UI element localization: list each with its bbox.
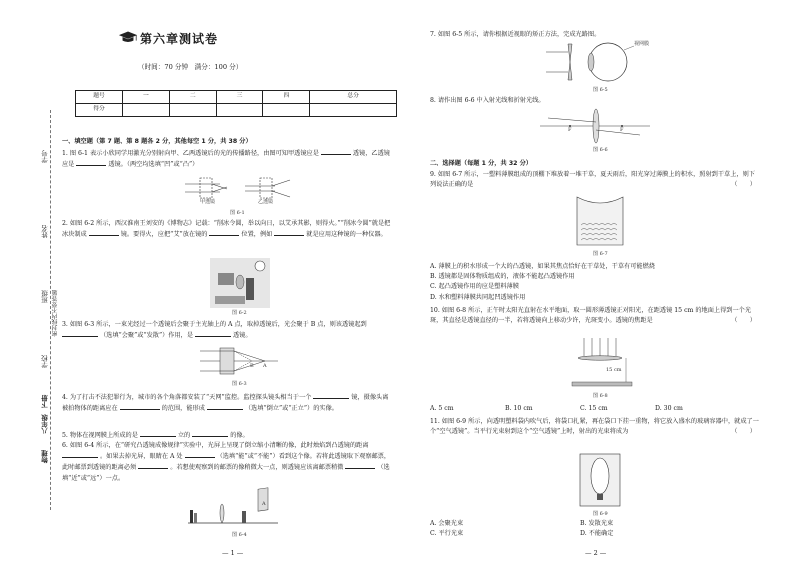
score-table-score-row (76, 104, 397, 117)
question-3 (62, 320, 392, 341)
q9-option-b[interactable]: B. 透镜都是固体物质组成的，液体不能起凸透镜作用 (430, 273, 575, 281)
score-table (75, 90, 397, 117)
q4-blank-1[interactable] (313, 392, 349, 399)
fig-6-6-caption: 图 6-6 (593, 147, 608, 153)
score-cell: 一 (123, 91, 170, 104)
q5-blank-2[interactable] (192, 430, 228, 437)
q1-text: 1. 图 6-1 表示小欣同学用激光分别射向甲、乙两透镜后的光的传播路径，由图可知甲透镜应是 (62, 150, 319, 157)
q3-blank-2[interactable] (195, 330, 231, 337)
q2-text: 2. 如图 6-2 所示，西汉淮南王刘安的《博物志》记载：“削冰令圆，举以向日，以艾承其影，则得火。”“削冰令圆”就是把冰块制成 (62, 220, 391, 239)
q9-option-d[interactable]: D. 水和塑料薄膜共同起凹透镜作用 (430, 293, 526, 301)
q1-blank-1[interactable] (321, 148, 351, 155)
fig-6-8-caption: 图 6-8 (593, 393, 608, 399)
q10-answer-bracket[interactable]: （ ） (731, 317, 756, 325)
q11-option-b[interactable]: B. 发散光束 (580, 520, 614, 527)
score-input-cell[interactable] (216, 104, 263, 117)
q2-blank-2[interactable] (209, 229, 239, 236)
exam-info: （时间：70 分钟 满分：100 分） (138, 63, 243, 71)
q2-blank-3[interactable] (274, 229, 304, 236)
q6-text-4: 。若想使观察到的邮票的像稍微大一点，则透镜应该离邮票稍微 (170, 464, 344, 472)
q3-text-3: 透镜。 (233, 332, 252, 340)
fig-6-4-caption: 图 6-4 (232, 532, 247, 538)
score-input-cell[interactable] (123, 104, 170, 117)
q2-text-3: 位置，例如 (241, 231, 273, 239)
q9-text: 9. 如图 6-7 所示，一塑料薄膜组成的顶棚下堆放着一堆干草，夏天雨后，阳光穿过薄膜上的积水，照射到干草上，则下列说法正确的是 (430, 171, 755, 189)
fig-6-3-point-b: B (250, 363, 254, 369)
q10-options (430, 404, 760, 414)
figure-6-5[interactable] (546, 42, 641, 84)
section-fill-in-heading: 一、填空题（第 7 题、第 8 题各 2 分，其他每空 1 分，共 38 分） (62, 138, 252, 145)
q5-text-2: 立的 (177, 432, 191, 439)
q5-blank-1[interactable] (140, 430, 176, 437)
q9-answer-bracket[interactable]: （ ） (731, 181, 756, 189)
question-7: 7. 如图 6-5 所示，请你根据近视眼的矫正方法，完成光路图。 (430, 31, 601, 38)
fig-6-3-point-a: A (263, 363, 267, 369)
q11-option-a[interactable]: A. 会聚光束 (430, 520, 464, 527)
score-cell: 三 (216, 91, 263, 104)
q5-text-3: 的像。 (230, 432, 249, 439)
question-4 (62, 392, 392, 414)
section-choice-heading: 二、选择题（每题 1 分，共 32 分） (430, 160, 532, 167)
q6-blank-2[interactable] (185, 451, 215, 458)
figure-6-2-scene (210, 258, 270, 308)
figure-6-7 (575, 195, 625, 247)
q6-blank-4[interactable] (345, 462, 375, 469)
sidebar-grade: 八年级 下册 (41, 395, 49, 434)
q11-option-c[interactable]: C. 平行光束 (430, 530, 464, 538)
q11-text: 11. 如图 6-9 所示，向透明塑料袋内吹气后，将袋口扎紧，再在袋口下挂一重物，将它放入盛水的玻璃容器中，就成了一个“空气透镜”。当平行光束射到这个“空气透镜”上时，射出的光束将成为 (430, 418, 759, 436)
fig-6-6-focus-left: F (568, 127, 572, 133)
fig-6-6-focus-right: F (620, 127, 624, 133)
q2-text-4: 就是应用这种镜的一种仪器。 (306, 231, 387, 239)
fig-6-3-caption: 图 6-3 (232, 381, 247, 387)
q9-option-c[interactable]: C. 起凸透镜作用的应是塑料薄膜 (430, 283, 519, 291)
sidebar-name: 姓名 (41, 225, 49, 238)
fig-6-1-caption: 图 6-1 (230, 210, 245, 216)
fig-6-4-point-a: A (262, 501, 266, 507)
q6-text: 6. 如图 6-4 所示，在“研究凸透镜成像规律”实验中，光屏上呈现了倒立缩小清晰的像，此时烛焰到凸透镜的距离 (62, 442, 369, 449)
q3-text: 3. 如图 6-3 所示，一束光经过一个透镜后会聚于主光轴上的 A 点，取掉透镜后，光会聚于 B 点，则该透镜起到 (62, 321, 367, 328)
fig-6-1-label-b: 乙透镜 (258, 199, 274, 205)
sidebar-id: 学号 (41, 150, 49, 163)
question-5 (62, 430, 392, 441)
page-title: 第六章测试卷 (140, 32, 219, 46)
q10-option-a[interactable]: A. 5 cm (430, 405, 454, 412)
score-cell: 总分 (310, 91, 397, 104)
question-10 (430, 306, 760, 326)
fig-6-2-caption: 图 6-2 (232, 310, 247, 316)
sidebar-school: 学校 (41, 355, 49, 368)
figure-6-3 (200, 347, 280, 375)
q11-options (430, 519, 760, 539)
question-1 (62, 148, 392, 170)
q4-text-3: 的范围，能形成 (161, 405, 205, 413)
sidebar-class: 班级 (41, 290, 49, 303)
question-6 (62, 441, 392, 484)
sidebar-subject: 物理 (41, 450, 49, 463)
fig-6-9-caption: 图 6-9 (593, 511, 608, 517)
q10-option-d[interactable]: D. 30 cm (655, 405, 683, 412)
q1-text-3: 透镜。（两空均选填“凹”或“凸”） (108, 161, 199, 169)
fig-6-1-label-a: 甲透镜 (200, 199, 216, 205)
fig-6-5-caption: 图 6-5 (593, 87, 608, 93)
question-9 (430, 170, 760, 190)
q3-blank-1[interactable] (62, 330, 98, 337)
figure-6-9 (578, 452, 622, 508)
q3-text-2: （选填“会聚”或“发散”）作用，是 (99, 332, 194, 340)
q1-blank-2[interactable] (76, 159, 106, 166)
fig-6-7-caption: 图 6-7 (593, 251, 608, 257)
q2-blank-1[interactable] (89, 229, 119, 236)
score-cell: 得分 (76, 104, 123, 117)
q9-option-a[interactable]: A. 薄膜上的积水形成一个大的凸透镜，如果其焦点恰好在干草处，干草有可能燃烧 (430, 263, 655, 270)
q2-text-2: 镜。要得火，应把“艾”放在镜的 (120, 231, 208, 239)
q1-text-2: 透镜，乙透镜应是 (62, 150, 390, 169)
question-8: 8. 请作出图 6-6 中入射光线和折射光线。 (430, 97, 545, 104)
q5-text: 5. 物体在视网膜上所成的是 (62, 432, 138, 439)
score-table-header-row (76, 91, 397, 104)
score-input-cell[interactable] (263, 104, 310, 117)
figure-6-8 (572, 338, 632, 388)
q4-text-2: 镜，摄像头离被拍物体的距离应在 (62, 394, 389, 413)
q4-blank-2[interactable] (120, 403, 160, 410)
q6-text-2: 。如果去掉光屏，眼睛在 A 处 (99, 453, 183, 461)
sidebar-seal-notice: 密封线内不要答题 (53, 290, 59, 337)
score-cell: 题号 (76, 91, 123, 104)
q9-options (430, 262, 760, 303)
q6-blank-3[interactable] (138, 462, 168, 469)
q4-text-4: （选填“倒立”或“正立”）的实像。 (244, 405, 338, 413)
q6-blank-1[interactable] (62, 451, 98, 458)
q4-text: 4. 为了打击不法犯罪行为，城市的各个角落都安装了“天网”监控。监控探头镜头相当于一个 (62, 394, 312, 401)
question-11 (430, 417, 760, 437)
page-number-right: — 2 — (585, 549, 607, 557)
q6-text-3: （选填“能”或“不能”）看到这个像。若将此透镜取下观察邮票，此时邮票到透镜的距离必须 (62, 453, 391, 472)
figure-6-6[interactable] (540, 108, 650, 144)
q10-option-b[interactable]: B. 10 cm (505, 405, 533, 412)
q10-text: 10. 如图 6-8 所示，正午时太阳光直射在水平地面，取一圆形薄透镜正对阳光，在距透镜 15 cm 的地面上得到一个光斑，其直径是透镜直径的一半，若将透镜向上移动少许，光斑变小。透镜的焦距是 (430, 307, 752, 325)
page-number-left: — 1 — (222, 549, 244, 557)
question-2 (62, 219, 392, 240)
score-cell: 二 (169, 91, 216, 104)
fig-6-5-retina-label: 视网膜 (634, 41, 650, 47)
q11-answer-bracket[interactable]: （ ） (731, 428, 756, 436)
score-cell: 四 (263, 91, 310, 104)
fig-6-8-distance: 15 cm (606, 367, 622, 373)
score-input-cell[interactable] (169, 104, 216, 117)
q11-option-d[interactable]: D. 不能确定 (580, 530, 614, 538)
graduation-cap-icon (118, 30, 138, 44)
score-input-cell[interactable] (310, 104, 397, 117)
q4-blank-3[interactable] (207, 403, 243, 410)
q6-text-5: （选填“近”或“远”）一点。 (62, 464, 390, 482)
q10-option-c[interactable]: C. 15 cm (580, 405, 608, 412)
